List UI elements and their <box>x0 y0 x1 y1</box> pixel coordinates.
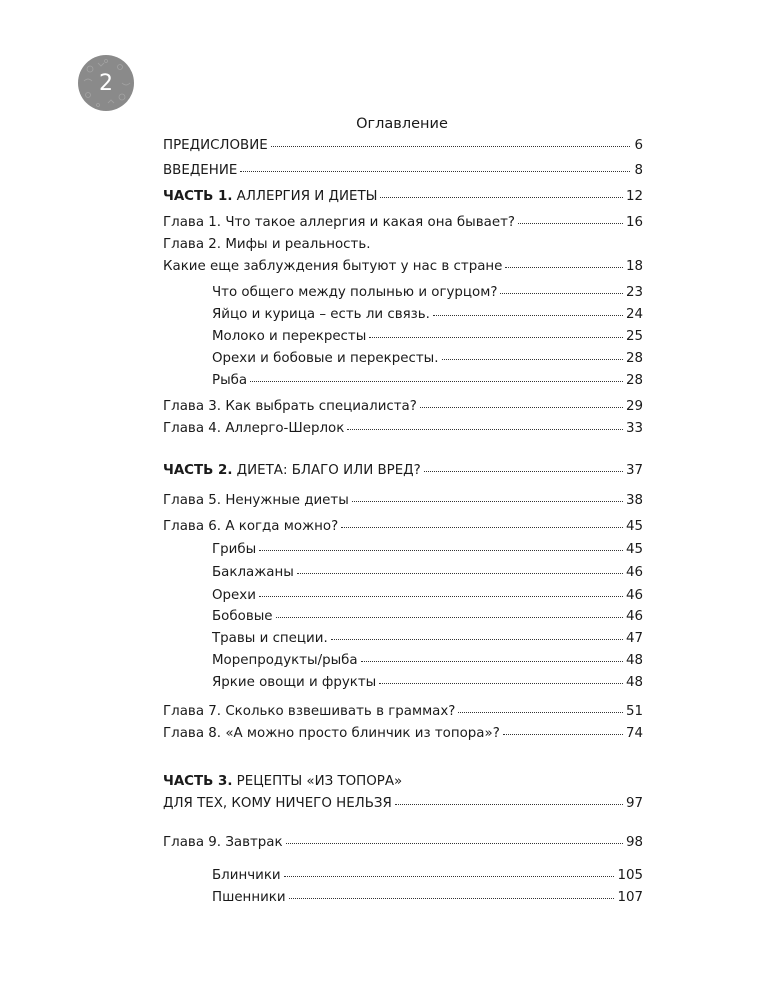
toc-entry <box>212 867 643 885</box>
toc-page-number: 6 <box>634 138 643 153</box>
dot-leader <box>420 407 623 408</box>
dot-leader <box>297 573 623 574</box>
dot-leader <box>379 683 623 684</box>
toc-entry-text: Грибы <box>212 542 257 557</box>
dot-leader <box>505 267 623 268</box>
toc-entry-text: Какие еще заблуждения бытуют у нас в стране <box>163 259 503 274</box>
toc-entry <box>212 608 643 626</box>
toc-entry-label <box>163 795 392 813</box>
toc-entry <box>163 492 643 510</box>
toc-page-number: 97 <box>625 796 643 811</box>
toc-entry <box>163 188 643 206</box>
toc-entry-text: ДЛЯ ТЕХ, КОМУ НИЧЕГО НЕЛЬЗЯ <box>163 796 392 811</box>
toc-entry-label <box>212 328 366 346</box>
toc-entry-label <box>212 889 286 907</box>
toc-entry <box>163 162 643 180</box>
dot-leader <box>518 223 623 224</box>
toc-entry-text: Молоко и перекресты <box>212 329 367 344</box>
toc-entry-label <box>212 587 256 605</box>
toc-entry <box>163 834 643 852</box>
toc-entry-label <box>163 492 349 510</box>
toc-entry-label <box>212 674 376 692</box>
toc-entry <box>212 587 643 605</box>
toc-entry-label <box>163 258 502 276</box>
toc-part-number: ЧАСТЬ 1. <box>163 189 233 204</box>
toc-page-number: 45 <box>625 519 643 534</box>
toc-entry-text: АЛЛЕРГИЯ И ДИЕТЫ <box>232 189 378 204</box>
toc-entry-text: Глава 3. Как выбрать специалиста? <box>163 399 417 414</box>
dot-leader <box>286 843 623 844</box>
toc-page-number: 8 <box>634 163 643 178</box>
toc-entry-label <box>163 834 283 852</box>
dot-leader <box>347 429 623 430</box>
toc-entry <box>163 137 643 155</box>
toc-page-number: 24 <box>625 307 643 322</box>
toc-entry-text: ПРЕДИСЛОВИЕ <box>163 138 268 153</box>
toc-entry-label <box>212 564 294 582</box>
toc-page-number: 46 <box>625 565 643 580</box>
dot-leader <box>331 639 623 640</box>
toc-page-number: 74 <box>625 726 643 741</box>
toc-page-number: 33 <box>625 421 643 436</box>
toc-entry-text: Бобовые <box>212 609 273 624</box>
toc-entry-label <box>212 867 281 885</box>
toc-part-number: ЧАСТЬ 3. <box>163 774 233 789</box>
dot-leader <box>240 171 630 172</box>
page-number-badge <box>78 55 134 111</box>
toc-page-number: 107 <box>617 890 643 905</box>
dot-leader <box>424 471 623 472</box>
toc-entry-label <box>163 518 338 536</box>
toc-entry-label <box>163 214 515 232</box>
toc-page-number: 98 <box>625 835 643 850</box>
toc-entry-label <box>163 462 421 480</box>
dot-leader <box>289 898 615 899</box>
toc-page-number: 45 <box>625 542 643 557</box>
toc-page-number: 105 <box>617 868 643 883</box>
toc-page-number: 12 <box>625 189 643 204</box>
toc-entry <box>212 541 643 559</box>
toc-entry-text: ВВЕДЕНИЕ <box>163 163 238 178</box>
dot-leader <box>250 381 623 382</box>
toc-entry <box>212 630 643 648</box>
toc-entry-text: Орехи <box>212 588 256 603</box>
toc-page-number: 18 <box>625 259 643 274</box>
toc-entry-text: Пшенники <box>212 890 286 905</box>
toc-entry-text: Яйцо и курица – есть ли связь. <box>212 307 430 322</box>
toc-page-number: 46 <box>625 609 643 624</box>
toc-entry <box>212 674 643 692</box>
toc-entry-label <box>212 630 328 648</box>
dot-leader <box>259 550 623 551</box>
toc-page-number: 46 <box>625 588 643 603</box>
toc-page-number: 28 <box>625 373 643 388</box>
dot-leader <box>341 527 623 528</box>
toc-entry <box>212 372 643 390</box>
toc-entry-text: Глава 8. «А можно просто блинчик из топора»? <box>163 726 500 741</box>
toc-entry <box>212 652 643 670</box>
toc-page-number: 23 <box>625 285 643 300</box>
toc-entry <box>212 889 643 907</box>
toc-entry-text: Глава 2. Мифы и реальность. <box>163 237 371 252</box>
toc-page-number: 48 <box>625 675 643 690</box>
toc-page-number: 48 <box>625 653 643 668</box>
toc-entry <box>163 398 643 416</box>
toc-entry <box>163 773 402 791</box>
toc-page-number: 51 <box>625 704 643 719</box>
toc-entry-label <box>212 372 247 390</box>
toc-entry-text: Орехи и бобовые и перекресты. <box>212 351 439 366</box>
toc-part-number: ЧАСТЬ 2. <box>163 463 233 478</box>
toc-entry-label <box>212 652 358 670</box>
toc-page-number: 16 <box>625 215 643 230</box>
toc-entry <box>163 518 643 536</box>
dot-leader <box>503 734 623 735</box>
toc-entry <box>163 725 643 743</box>
toc-entry-label <box>212 284 497 302</box>
dot-leader <box>284 876 615 877</box>
toc-page-number: 37 <box>625 463 643 478</box>
toc-entry-label <box>163 420 344 438</box>
toc-entry <box>163 420 643 438</box>
toc-entry-label <box>163 725 500 743</box>
toc-entry-label <box>163 236 370 254</box>
dot-leader <box>500 293 623 294</box>
toc-entry-label <box>163 162 237 180</box>
toc-entry-text: Глава 1. Что такое аллергия и какая она бывает? <box>163 215 515 230</box>
toc-entry-text: Яркие овощи и фрукты <box>212 675 377 690</box>
toc-entry-label <box>212 608 273 626</box>
toc-title: Оглавление <box>356 116 448 132</box>
toc-entry-text: Рыба <box>212 373 248 388</box>
toc-entry-text: Глава 7. Сколько взвешивать в граммах? <box>163 704 456 719</box>
toc-entry-label <box>163 398 417 416</box>
toc-entry-label <box>163 188 377 206</box>
toc-entry-text: Глава 5. Ненужные диеты <box>163 493 349 508</box>
toc-page-number: 38 <box>625 493 643 508</box>
toc-entry <box>163 258 643 276</box>
toc-entry <box>212 350 643 368</box>
toc-entry-text: Что общего между полынью и огурцом? <box>212 285 498 300</box>
toc-entry <box>163 462 643 480</box>
toc-page-number: 28 <box>625 351 643 366</box>
toc-entry <box>212 328 643 346</box>
dot-leader <box>395 804 623 805</box>
toc-entry-text: Глава 4. Аллерго-Шерлок <box>163 421 345 436</box>
toc-entry-text: Глава 9. Завтрак <box>163 835 283 850</box>
toc-entry <box>212 564 643 582</box>
dot-leader <box>380 197 622 198</box>
toc-entry <box>212 306 643 324</box>
toc-entry-text: РЕЦЕПТЫ «ИЗ ТОПОРА» <box>232 774 403 789</box>
toc-entry <box>163 703 643 721</box>
toc-entry-text: Травы и специи. <box>212 631 328 646</box>
toc-entry-label <box>163 137 268 155</box>
toc-entry-text: Баклажаны <box>212 565 294 580</box>
dot-leader <box>352 501 623 502</box>
dot-leader <box>458 712 623 713</box>
toc-page-number: 29 <box>625 399 643 414</box>
toc-page-number: 25 <box>625 329 643 344</box>
toc-entry-label <box>163 773 402 791</box>
dot-leader <box>276 617 623 618</box>
toc-entry <box>163 795 643 813</box>
toc-entry <box>163 236 370 254</box>
toc-entry-text: Глава 6. А когда можно? <box>163 519 339 534</box>
toc-page-number: 47 <box>625 631 643 646</box>
toc-entry <box>212 284 643 302</box>
toc-entry-label <box>212 306 430 324</box>
toc-entry-label <box>163 703 455 721</box>
page-number: 2 <box>99 70 113 96</box>
toc-entry <box>163 214 643 232</box>
dot-leader <box>259 596 623 597</box>
dot-leader <box>361 661 623 662</box>
toc-entry-text: ДИЕТА: БЛАГО ИЛИ ВРЕД? <box>232 463 421 478</box>
dot-leader <box>433 315 623 316</box>
toc-entry-label <box>212 350 439 368</box>
dot-leader <box>442 359 623 360</box>
toc-entry-label <box>212 541 256 559</box>
dot-leader <box>369 337 623 338</box>
toc-entry-text: Блинчики <box>212 868 281 883</box>
dot-leader <box>271 146 630 147</box>
toc-entry-text: Морепродукты/рыба <box>212 653 358 668</box>
